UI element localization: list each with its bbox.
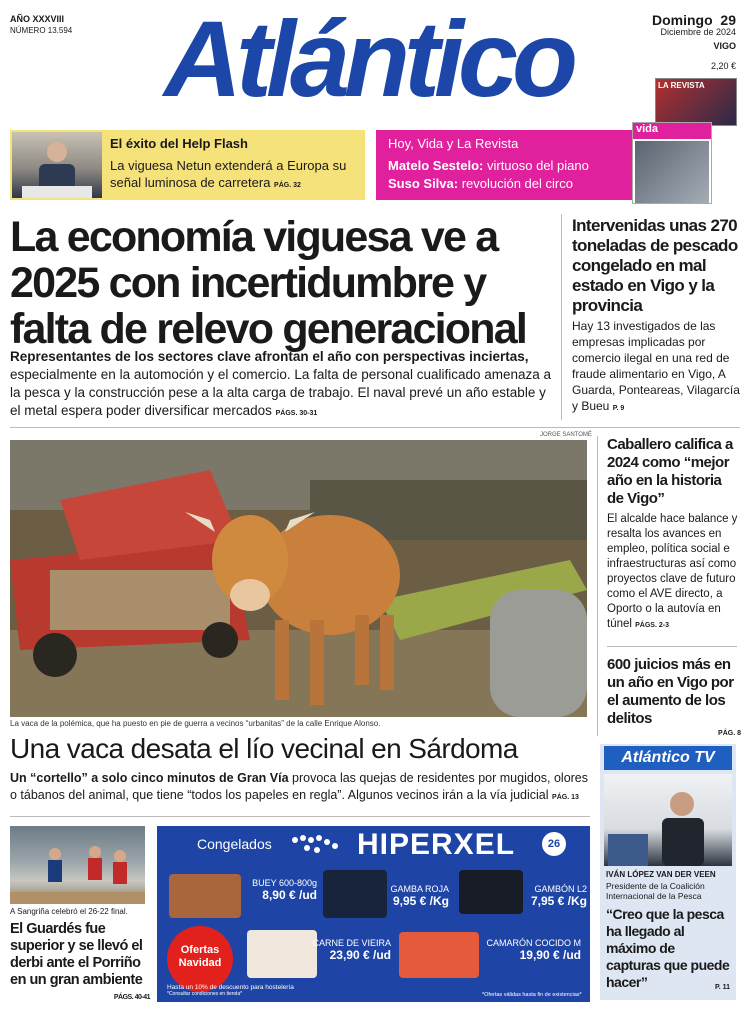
promo-line-1-name: Matelo Sestelo: [388,158,484,173]
vida-cover-image [635,141,709,203]
sport-headline[interactable] [10,921,150,1006]
promo-vida-revista[interactable] [376,130,636,200]
gambon-image [459,870,523,914]
beef-image [169,874,241,918]
column-divider [561,214,562,420]
side-body-text: Hay 13 investigados de las empresas implicadas por comercio ilegal en una red de fraude alimentario en Vigo, A Guarda, Ponteareas, Vilagarcía y Bueu [572,319,740,413]
promo-headline: El éxito del Help Flash [110,136,248,151]
photo-caption: La vaca de la polémica, que ha puesto en pie de guerra a vecinos “urbanitas” de la calle Enrique Alonso. [10,719,381,728]
cow-subhead [10,770,590,806]
section-divider [607,646,737,647]
ad-item-name: BUEY 600-800g [252,878,317,888]
magazine-label: LA REVISTA [658,81,705,90]
photo-credit: JORGE SANTOMÉ [540,432,592,438]
promo-help-flash[interactable] [10,130,365,200]
promo-line-2 [388,176,573,191]
magazine-thumbnail[interactable] [655,78,737,126]
ad-item-name: CAMARÓN COCIDO M [486,938,581,948]
page-ref: PÁGS. 2-3 [635,622,669,629]
page-ref: P. 9 [612,405,625,412]
ad-item-vieira [307,938,391,962]
ad-item-gamba [385,884,449,908]
page-ref: PÁGS. 40-41 [113,994,150,1001]
ad-item-price: 23,90 € /ud [329,948,391,962]
side-headline: Intervenidas unas 270 toneladas de pescado congelado en mal estado en Vigo y la provincia [572,216,738,315]
fish-logo-icon [287,832,347,863]
promo-line-2-text: revolución del circo [458,176,573,191]
ad-footer-right: *Ofertas válidas hasta fin de existencias* [482,992,582,998]
section-divider [10,427,740,428]
page-ref: PÁG. 32 [274,182,301,189]
month-year: Diciembre de 2024 [660,27,736,37]
side-headline: Caballero califica a 2024 como “mejor año en la historia de Vigo” [607,436,733,507]
promo-line-1-text: virtuoso del piano [483,158,589,173]
sport-caption: A Sangriña celebró el 26-22 final. [10,907,128,916]
city: VIGO [713,41,736,51]
cow-headline[interactable]: Una vaca desata el lío vecinal en Sárdoma [10,733,518,764]
promo-line-1 [388,158,589,173]
promo-line-2-name: Suso Silva: [388,176,459,191]
tv-interviewee-name: IVÁN LÓPEZ VAN DER VEEN [606,870,716,879]
ad-item-name: GAMBÓN L2 [534,884,587,894]
vida-thumbnail[interactable] [632,122,712,204]
interviewee-illustration [604,774,732,866]
cow-subhead-text: provoca las quejas de residentes por mugidos, olores o tábanos del animal, que tiene “todos los papeles en regla”. Algunos vecinos irán a la vía judicial [10,771,589,802]
cow-subhead-lead: Un “cortello” a solo cinco minutos de Gran Vía [10,771,289,785]
main-subhead-lead: Representantes de los sectores clave afrontan el año con perspectivas inciertas, [10,349,529,364]
atlantico-tv-box[interactable] [600,744,736,1000]
side-story-caballero[interactable] [607,436,741,633]
ad-item-buey [237,878,317,902]
gamba-image [323,870,387,918]
side-body [607,512,741,633]
edition-number: NÚMERO 13.594 [10,26,73,35]
camaron-image [399,932,479,978]
ad-item-name: GAMBA ROJA [390,884,449,894]
tv-title: Atlántico TV [604,746,732,770]
main-subhead [10,348,555,423]
promo-body [110,157,370,194]
date-info [652,14,736,72]
ad-item-name: CARNE DE VIEIRA [312,938,391,948]
promo-photo [12,132,102,198]
day-number: 29 [720,12,736,28]
newspaper-logo: Atlántico [163,0,572,119]
side-body-text: El alcalde hace balance y resalta los avances en empleo, política social e infraestructuras así como proyectos clave de futuro como el AVE directo, a Oporto o la autovía en túnel [607,513,738,630]
offers-badge: Ofertas Navidad [167,926,233,992]
side-headline: 600 juicios más en un año en Vigo por el aumento de los delitos [607,656,734,727]
ad-item-gambon [519,884,587,908]
ad-anniversary-badge: 26 [542,832,566,856]
promo-body-text: La viguesa Netun extenderá a Europa su señal luminosa de carretera [110,158,347,190]
edition-year: AÑO XXXVIII [10,14,65,24]
tv-interviewee-role: Presidente de la Coalición Internacional de la Pesca [606,881,705,901]
handball-players-illustration [10,826,145,904]
tv-photo [604,774,732,866]
ad-pretitle: Congelados [197,836,272,852]
main-headline[interactable]: La economía viguesa ve a 2025 con incertidumbre y falta de relevo generacional [10,213,526,353]
tv-quote: “Creo que la pesca ha llegado al máximo de capturas que puede hacer” [606,906,730,990]
cow-illustration [10,440,587,717]
cow-photo[interactable] [10,440,587,717]
sport-photo[interactable] [10,826,145,904]
ad-item-price: 19,90 € /ud [519,948,581,962]
ad-footer-left [167,984,294,997]
weekday: Domingo [651,12,713,28]
edition-info [10,14,72,36]
section-divider [10,816,590,817]
ad-item-price: 9,95 € /Kg [392,894,449,908]
page-ref: PÁG. 8 [718,730,741,737]
page-ref: PÁG. 13 [552,794,579,801]
side-body [572,318,742,417]
main-subhead-text: especialmente en la automoción y el comercio. La falta de personal cualificado amenaza a la pesca y la construcción pese a la alta carga de trabajo. El naval prevé un año estable y el metal espera poder diversificar mercados [10,367,552,418]
price: 2,20 € [710,61,736,71]
ad-item-camaron [477,938,581,962]
page-ref: PÁGS. 30-31 [275,410,318,417]
side-story-juicios[interactable] [607,656,741,737]
person-illustration [12,132,102,198]
ad-footer-left-text: Hasta un 10% de descuento para hostelería [167,984,294,991]
ad-brand: HIPERXEL [357,828,516,861]
vida-label: vida [633,123,711,139]
side-story-fish[interactable] [572,216,742,417]
column-divider [597,436,598,736]
ad-item-price: 8,90 € /ud [262,888,317,902]
ad-footer-left-note: *Consultar condiciones en tienda* [167,991,243,997]
page-ref: P. 11 [714,984,730,991]
promo-headline: Hoy, Vida y La Revista [388,136,519,151]
ad-item-price: 7,95 € /Kg [530,894,587,908]
sport-headline-text: El Guardés fue superior y se llevó el derbi ante el Porriño en un gran ambiente [10,921,143,988]
hiperxel-ad[interactable] [157,826,590,1002]
